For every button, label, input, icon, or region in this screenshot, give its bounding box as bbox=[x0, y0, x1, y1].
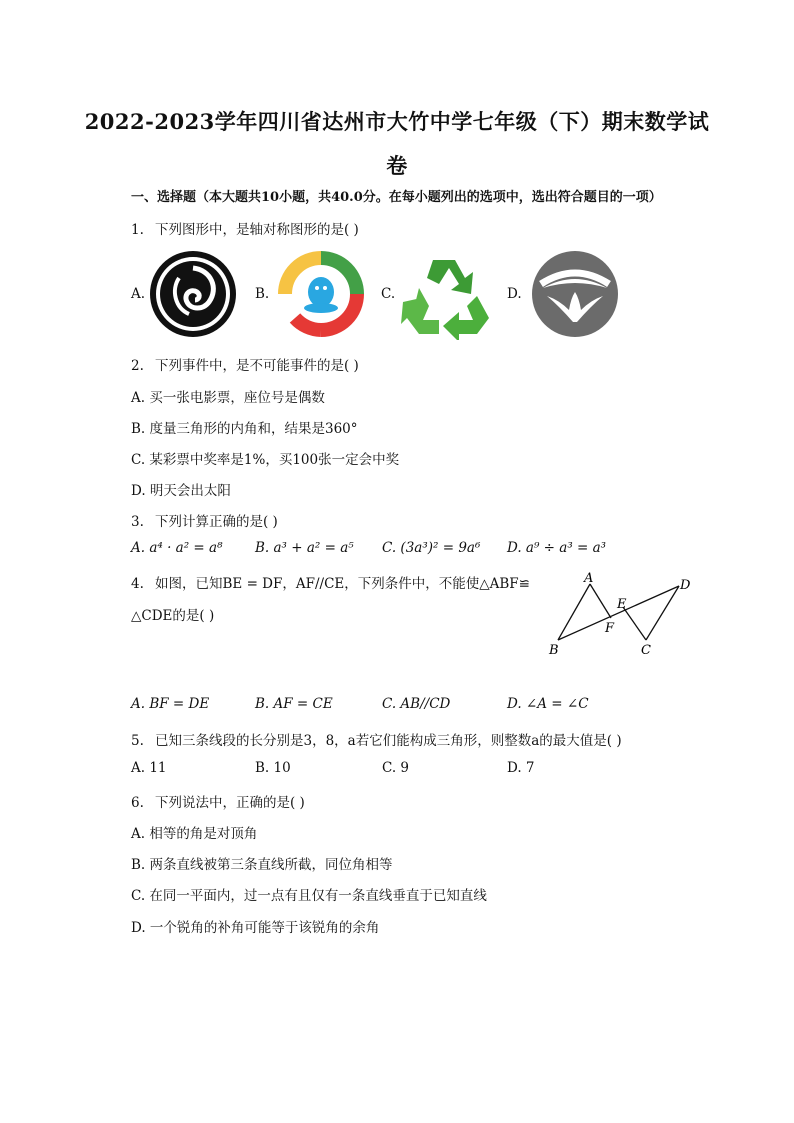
geometry-figure bbox=[545, 570, 695, 662]
question-1: 1. 下列图形中，是轴对称图形的是( ) bbox=[131, 222, 359, 238]
q4-option-b[interactable]: B. AF = CE bbox=[255, 696, 333, 712]
label-e: E bbox=[617, 597, 627, 612]
line-dc bbox=[646, 586, 679, 640]
q5-option-a[interactable]: A. 11 bbox=[131, 760, 167, 776]
badge-logo-icon bbox=[525, 248, 621, 340]
q2-option-b[interactable]: B. 度量三角形的内角和，结果是360° bbox=[131, 421, 358, 437]
line-ab bbox=[558, 584, 590, 640]
question-3: 3. 下列计算正确的是( ) bbox=[131, 514, 278, 530]
recycle-icon bbox=[399, 248, 495, 340]
swirl-logo-icon bbox=[149, 248, 245, 340]
label-c: C bbox=[641, 643, 651, 658]
q2-option-c[interactable]: C. 某彩票中奖率是1%，买100张一定会中奖 bbox=[131, 452, 400, 468]
q3-option-d[interactable]: D. a⁹ ÷ a³ = a³ bbox=[507, 540, 607, 556]
q6-option-a[interactable]: A. 相等的角是对顶角 bbox=[131, 826, 258, 842]
q4-option-d[interactable]: D. ∠A = ∠C bbox=[507, 696, 589, 712]
line-bd bbox=[558, 586, 679, 640]
section-heading: 一、选择题（本大题共10小题，共40.0分。在每小题列出的选项中，选出符合题目的一项） bbox=[131, 190, 662, 205]
question-6: 6. 下列说法中，正确的是( ) bbox=[131, 795, 305, 811]
q2-option-d[interactable]: D. 明天会出太阳 bbox=[131, 483, 231, 499]
line-af bbox=[590, 584, 611, 618]
q6-option-b[interactable]: B. 两条直线被第三条直线所截，同位角相等 bbox=[131, 857, 393, 873]
q5-option-d[interactable]: D. 7 bbox=[507, 760, 535, 776]
q4-option-a[interactable]: A. BF = DE bbox=[131, 696, 210, 712]
label-a: A bbox=[584, 571, 594, 586]
q5-option-c[interactable]: C. 9 bbox=[382, 760, 410, 776]
exam-title: 2022-2023学年四川省达州市大竹中学七年级（下）期末数学试 卷 bbox=[84, 109, 710, 178]
label-b: B bbox=[549, 643, 559, 658]
question-4: 4. 如图，已知BE = DF，AF//CE，下列条件中，不能使△ABF≌ bbox=[131, 576, 530, 592]
question-5: 5. 已知三条线段的长分别是3，8，a若它们能构成三角形，则整数a的最大值是( ) bbox=[131, 733, 622, 749]
qq-logo-icon bbox=[273, 248, 369, 340]
q3-option-c[interactable]: C. (3a³)² = 9a⁶ bbox=[382, 540, 481, 556]
q3-option-b[interactable]: B. a³ + a² = a⁵ bbox=[255, 540, 354, 556]
q2-option-a[interactable]: A. 买一张电影票，座位号是偶数 bbox=[131, 390, 325, 406]
q6-option-c[interactable]: C. 在同一平面内，过一点有且仅有一条直线垂直于已知直线 bbox=[131, 888, 487, 904]
question-4-line2: △CDE的是( ) bbox=[131, 608, 215, 624]
question-2: 2. 下列事件中，是不可能事件的是( ) bbox=[131, 358, 359, 374]
q4-option-c[interactable]: C. AB//CD bbox=[382, 696, 451, 712]
q6-option-d[interactable]: D. 一个锐角的补角可能等于该锐角的余角 bbox=[131, 920, 380, 936]
q5-option-b[interactable]: B. 10 bbox=[255, 760, 291, 776]
q3-option-a[interactable]: A. a⁴ · a² = a⁸ bbox=[131, 540, 223, 556]
label-f: F bbox=[605, 621, 615, 636]
label-d: D bbox=[680, 578, 691, 593]
